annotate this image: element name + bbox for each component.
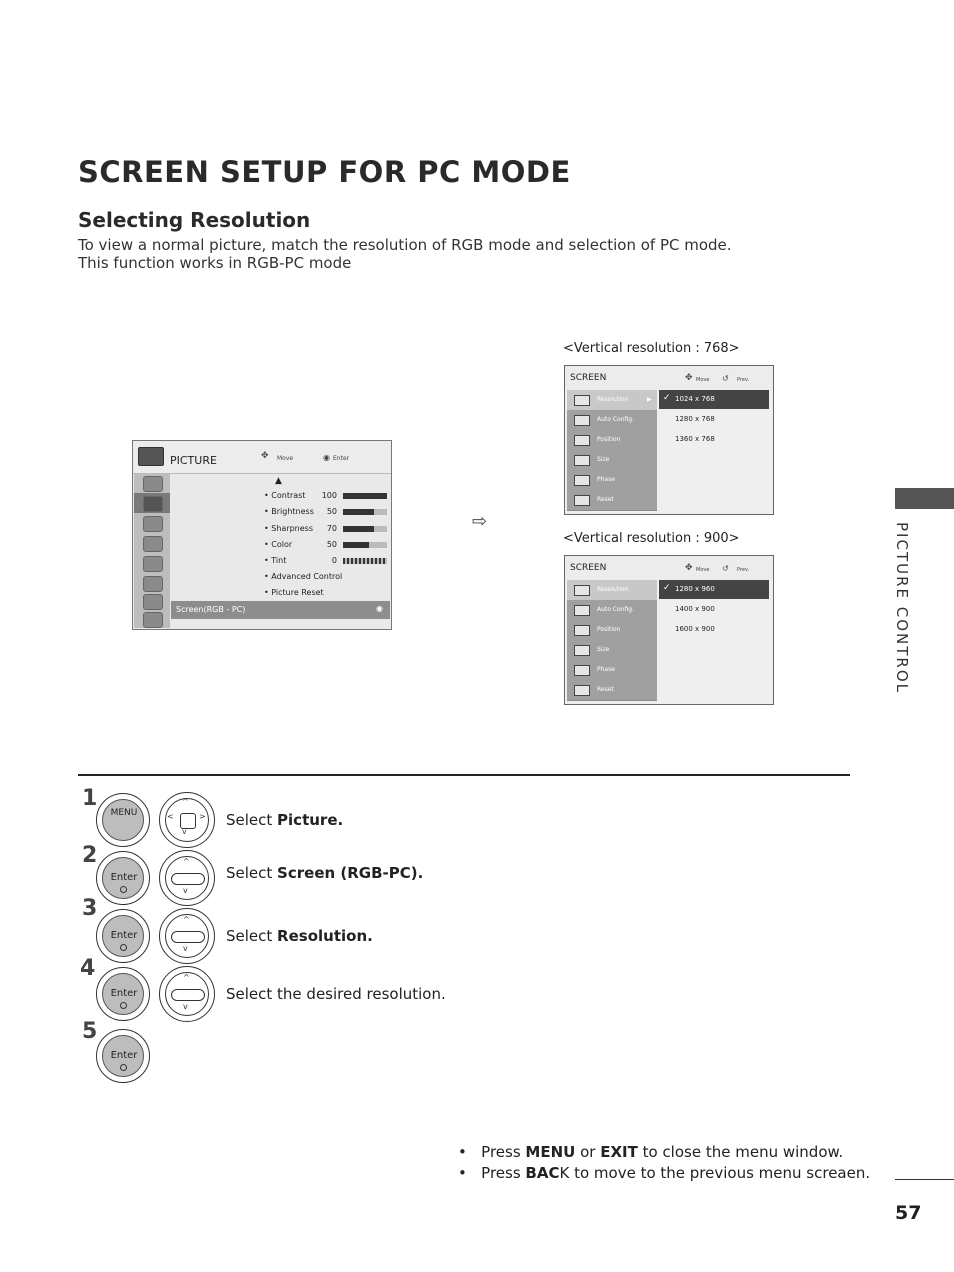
brightness-bar: [343, 509, 387, 515]
screen-item-position: Position: [567, 620, 657, 641]
selected-item-label: Screen(RGB - PC): [176, 605, 246, 614]
step-text-1: Select Picture.: [226, 811, 344, 829]
picture-menu-header: [133, 441, 391, 474]
color-bar-fill: [343, 542, 369, 548]
color-bar: [343, 542, 387, 548]
brightness-bar-fill: [343, 509, 374, 515]
enter-button-icon: Enter: [96, 909, 150, 963]
dpad-icon: ^ v < >: [159, 792, 215, 848]
step-number-1: 1: [82, 786, 98, 811]
resolution-option: 1360 x 768: [675, 435, 715, 443]
sharpness-bar-fill: [343, 526, 374, 532]
contrast-value: 100: [321, 491, 337, 500]
phase-icon: [574, 665, 590, 676]
arrow-right-icon: ▶: [647, 396, 652, 403]
enter-icon: ◉: [323, 453, 330, 462]
position-icon: [574, 435, 590, 446]
menu-item-contrast: • Contrast: [264, 491, 306, 500]
resolution-option-selected: ✓ 1024 x 768: [659, 390, 769, 409]
caption-768: <Vertical resolution : 768>: [563, 341, 740, 356]
back-icon: ↺: [722, 564, 729, 573]
picture-menu-title: PICTURE: [170, 454, 217, 467]
lock-icon: [143, 576, 163, 592]
brightness-value: 50: [326, 507, 337, 516]
reset-icon: [574, 685, 590, 696]
menu-item-tint: • Tint: [264, 556, 287, 565]
resolution-option-selected: ✓ 1280 x 960: [659, 580, 769, 599]
resolution-icon: [574, 585, 590, 596]
up-down-button-icon: ^ v: [159, 966, 215, 1022]
screen-item-phase: Phase: [567, 660, 657, 681]
screen-menu-900: [564, 555, 774, 705]
step-number-5: 5: [82, 1019, 98, 1044]
screen-item-position: Position: [567, 430, 657, 451]
resolution-option: 1600 x 900: [675, 625, 715, 633]
move-hint: Move: [696, 567, 710, 573]
intro-text-line-2: This function works in RGB-PC mode: [78, 254, 352, 272]
color-value: 50: [326, 540, 337, 549]
screen-menu-title: SCREEN: [570, 563, 607, 573]
sharpness-value: 70: [326, 524, 337, 533]
menu-item-picture-reset: • Picture Reset: [264, 588, 324, 597]
enter-button-icon: Enter: [96, 851, 150, 905]
screen-item-auto-config: Auto Config.: [567, 600, 657, 621]
tint-bar: [343, 558, 387, 564]
resolution-option: 1280 x 768: [675, 415, 715, 423]
page-number: 57: [895, 1202, 922, 1224]
audio-icon: [143, 516, 163, 532]
move-icon: ✥: [685, 373, 693, 383]
input-icon: [143, 476, 163, 492]
page-number-rule: [895, 1179, 954, 1180]
resolution-icon: [574, 395, 590, 406]
menu-button-icon: MENU: [96, 793, 150, 847]
screen-item-resolution: Resolution ▶: [567, 390, 657, 411]
enter-icon: ◉: [376, 604, 383, 613]
section-divider: [78, 774, 850, 776]
screen-menu-768: [564, 365, 774, 515]
time-icon: [143, 536, 163, 552]
size-icon: [574, 645, 590, 656]
menu-item-sharpness: • Sharpness: [264, 524, 314, 533]
step-number-2: 2: [82, 843, 98, 868]
step-text-2: Select Screen (RGB-PC).: [226, 864, 424, 882]
step-text-3: Select Resolution.: [226, 927, 373, 945]
next-arrow-icon: ⇨: [472, 511, 488, 532]
reset-icon: [574, 495, 590, 506]
screen-menu-header: [565, 366, 773, 390]
screen-menu-title: SCREEN: [570, 373, 607, 383]
up-down-button-icon: ^ v: [159, 908, 215, 964]
picture-menu-screenshot: [132, 440, 392, 630]
position-icon: [574, 625, 590, 636]
contrast-bar-fill: [343, 493, 387, 499]
auto-config-icon: [574, 415, 590, 426]
step-text-4: Select the desired resolution.: [226, 985, 446, 1003]
check-icon: ✓: [663, 583, 671, 593]
prev-hint: Prev.: [737, 567, 750, 573]
note-2: • Press BACK to move to the previous menu screaen.: [458, 1164, 871, 1182]
screen-menu-header: [565, 556, 773, 580]
move-icon: ✥: [261, 451, 269, 461]
up-down-button-icon: ^ v: [159, 850, 215, 906]
chapter-tab: [895, 488, 954, 509]
enter-button-icon: Enter: [96, 1029, 150, 1083]
chapter-label: PICTURE CONTROL: [893, 522, 911, 695]
screen-item-size: Size: [567, 640, 657, 661]
tint-value: 0: [331, 556, 337, 565]
option-icon: [143, 594, 163, 610]
scroll-up-icon: ▲: [275, 476, 282, 486]
screen-item-phase: Phase: [567, 470, 657, 491]
selected-item-screen-rgb-pc: [171, 601, 390, 619]
menu-item-color: • Color: [264, 540, 293, 549]
sharpness-bar: [343, 526, 387, 532]
intro-text-line-1: To view a normal picture, match the resolution of RGB mode and selection of PC mode.: [78, 236, 732, 254]
screen-item-auto-config: Auto Config.: [567, 410, 657, 431]
move-hint: Move: [696, 377, 710, 383]
move-hint: Move: [277, 455, 294, 462]
screen-item-reset: Reset: [567, 490, 657, 511]
screen-item-resolution: Resolution: [567, 580, 657, 601]
step-number-4: 4: [80, 956, 96, 981]
auto-config-icon: [574, 605, 590, 616]
channel-icon: [143, 556, 163, 572]
back-icon: ↺: [722, 374, 729, 383]
size-icon: [574, 455, 590, 466]
usb-icon: [143, 612, 163, 628]
picture-menu-sidebar: [134, 474, 170, 628]
contrast-bar: [343, 493, 387, 499]
picture-icon: [143, 496, 163, 512]
step-number-3: 3: [82, 896, 98, 921]
screen-item-size: Size: [567, 450, 657, 471]
tv-icon: [138, 447, 164, 466]
page-title: SCREEN SETUP FOR PC MODE: [78, 155, 571, 189]
menu-item-advanced-control: • Advanced Control: [264, 572, 343, 581]
resolution-option: 1400 x 900: [675, 605, 715, 613]
note-1: • Press MENU or EXIT to close the menu window.: [458, 1143, 844, 1161]
prev-hint: Prev.: [737, 377, 750, 383]
check-icon: ✓: [663, 393, 671, 403]
phase-icon: [574, 475, 590, 486]
move-icon: ✥: [685, 563, 693, 573]
screen-item-reset: Reset: [567, 680, 657, 701]
caption-900: <Vertical resolution : 900>: [563, 531, 740, 546]
section-heading: Selecting Resolution: [78, 208, 311, 232]
enter-button-icon: Enter: [96, 967, 150, 1021]
enter-hint: Enter: [333, 455, 350, 462]
menu-item-brightness: • Brightness: [264, 507, 314, 516]
